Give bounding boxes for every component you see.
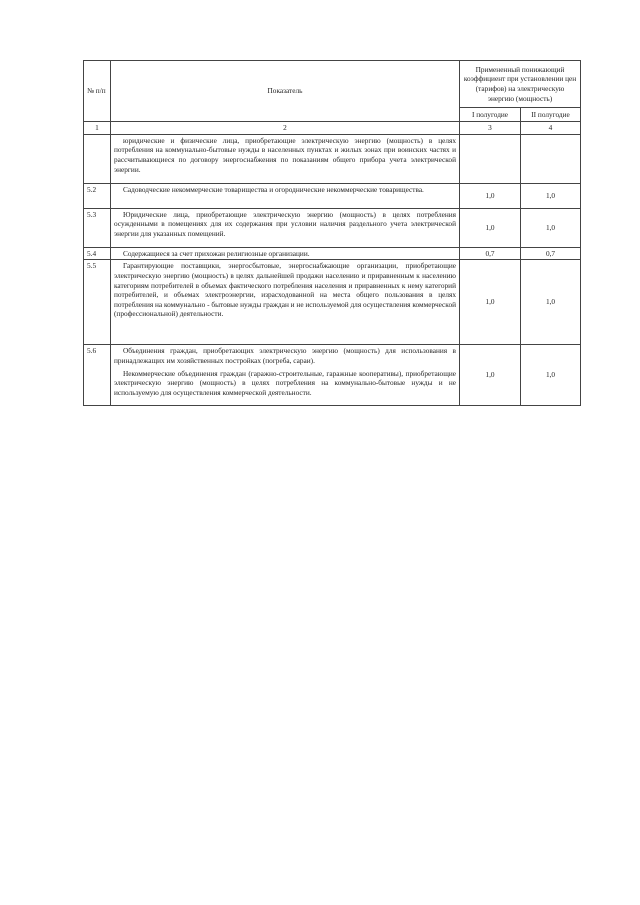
column-index-row	[84, 122, 581, 135]
column-index: 4	[521, 122, 581, 135]
header-half-1: I полугодие	[460, 108, 521, 122]
row-text	[111, 183, 460, 208]
header-number: № п/п	[84, 61, 111, 122]
table-row	[84, 260, 581, 345]
row-number: 5.5	[84, 260, 111, 345]
row-value-half-1	[460, 134, 521, 183]
table-row	[84, 247, 581, 260]
table-row	[84, 183, 581, 208]
row-paragraph: Садоводческие некоммерческие товарищества и огороднические некоммерческие товарищества.	[123, 184, 424, 194]
row-number: 5.2	[84, 183, 111, 208]
row-paragraph: Гарантирующие поставщики, энергосбытовые, энергоснабжающие организации, приобретающие электрическую энергию (мощность) в целях дальнейшей продажи населению и приравненным к населению категориям потребителей в объемах фактического потребления населения и приравненных к нему категорий потребителей, и объемах электроэнергии, израсходованной на места общего пользования в целях потребления на коммунально - бытовые нужды граждан и не используемой для осуществления коммерческой (профессиональной) деятельности.	[114, 261, 456, 319]
header-half-2: II полугодие	[521, 108, 581, 122]
table-row	[84, 208, 581, 247]
row-value-half-1: 1,0	[460, 183, 521, 208]
header-row	[84, 61, 581, 108]
column-index: 1	[84, 122, 111, 135]
row-value-half-2: 1,0	[521, 260, 581, 345]
row-value-half-2	[521, 134, 581, 183]
row-text	[111, 260, 460, 345]
row-value-half-2: 1,0	[521, 345, 581, 406]
row-value-half-2: 1,0	[521, 183, 581, 208]
header-indicator: Показатель	[111, 61, 460, 122]
row-paragraph: Объединения граждан, приобретающих электрическую энергию (мощность) для использования в принадлежащих им хозяйственных постройках (погреба, сараи).	[114, 346, 456, 365]
row-paragraph: Юридические лица, приобретающие электрическую энергию (мощность) в целях потребления осужденными в помещениях для их содержания при условии наличия раздельного учета электрической энергии для указанных помещений.	[114, 209, 456, 238]
row-text	[111, 345, 460, 406]
header-coefficient: Примененный понижающий коэффициент при установлении цен (тарифов) на электрическую энергию (мощность)	[460, 61, 581, 108]
row-value-half-1: 1,0	[460, 208, 521, 247]
tariff-coefficient-table	[83, 60, 581, 406]
table-row	[84, 134, 581, 183]
row-number: 5.4	[84, 247, 111, 260]
row-text	[111, 208, 460, 247]
column-index: 3	[460, 122, 521, 135]
row-paragraph: Некоммерческие объединения граждан (гаражно-строительные, гаражные кооперативы), приобретающие электрическую энергию (мощность) в целях потребления на коммунально-бытовые нужды и не используемую для осуществления коммерческой деятельности.	[114, 368, 456, 397]
row-value-half-2: 1,0	[521, 208, 581, 247]
row-value-half-2: 0,7	[521, 247, 581, 260]
row-text	[111, 134, 460, 183]
row-number	[84, 134, 111, 183]
row-number: 5.6	[84, 345, 111, 406]
row-value-half-1: 1,0	[460, 345, 521, 406]
column-index: 2	[111, 122, 460, 135]
row-value-half-1: 0,7	[460, 247, 521, 260]
row-number: 5.3	[84, 208, 111, 247]
row-value-half-1: 1,0	[460, 260, 521, 345]
row-paragraph: Содержащиеся за счет прихожан религиозные организации.	[123, 248, 310, 258]
table-row	[84, 345, 581, 406]
row-paragraph: юридические и физические лица, приобретающие электрическую энергию (мощность) в целях потребления на коммунально-бытовые нужды в населенных пунктах и жилых зонах при воинских частях и рассчитывающиеся по договору энергоснабжения по показаниям общего прибора учета электрической энергии.	[114, 135, 456, 174]
row-text	[111, 247, 460, 260]
